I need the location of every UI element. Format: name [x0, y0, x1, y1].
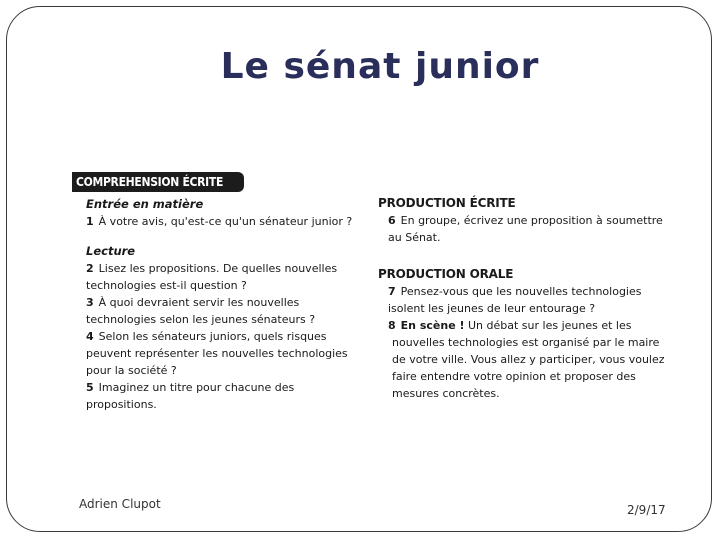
production-orale-title: PRODUCTION ORALE [378, 267, 514, 281]
question-1 [86, 213, 366, 230]
question-7-line-2: isolent les jeunes de leur entourage ? [388, 302, 596, 315]
question-5-number: 5 [86, 381, 94, 394]
question-7-line-1: Pensez-vous que les nouvelles technologies [400, 285, 642, 298]
footer-date: 2/9/17 [627, 503, 666, 517]
question-2 [86, 260, 366, 277]
question-5-line-1: Imaginez un titre pour chacune des [98, 381, 295, 394]
question-4-line-2: peuvent représenter les nouvelles technologies [86, 347, 348, 360]
question-2-line-2: technologies est-il question ? [86, 279, 247, 292]
question-8-number: 8 [388, 319, 396, 332]
lecture-title: Lecture [86, 244, 136, 258]
question-2-number: 2 [86, 262, 94, 275]
question-5 [86, 379, 366, 396]
question-3 [86, 294, 366, 311]
question-8-line-3: de votre ville. Vous allez y participer, vous voulez [392, 353, 665, 366]
question-6-number: 6 [388, 214, 396, 227]
question-3-line-2: technologies selon les jeunes sénateurs ? [86, 313, 316, 326]
question-6-line-2: au Sénat. [388, 231, 441, 244]
question-6 [378, 212, 668, 229]
comprehension-badge: COMPREHENSION ÉCRITE [72, 172, 244, 192]
question-4-number: 4 [86, 330, 94, 343]
question-7 [378, 283, 668, 300]
question-8-line-1: Un débat sur les jeunes et les [468, 319, 632, 332]
question-8-label: En scène ! [400, 319, 465, 332]
spacer [378, 246, 668, 266]
question-4-line-1: Selon les sénateurs juniors, quels risques [98, 330, 327, 343]
question-5-line-2: propositions. [86, 398, 157, 411]
question-4 [86, 328, 366, 345]
question-8-line-2: nouvelles technologies est organisé par le maire [392, 336, 660, 349]
footer-author: Adrien Clupot [79, 497, 161, 511]
question-7-number: 7 [388, 285, 396, 298]
question-3-line-1: À quoi devraient servir les nouvelles [98, 296, 300, 309]
question-2-line-1: Lisez les propositions. De quelles nouvelles [98, 262, 338, 275]
left-column [86, 196, 366, 413]
question-8-line-4: faire entendre votre opinion et proposer des [392, 370, 636, 383]
spacer [86, 230, 366, 243]
entree-title: Entrée en matière [86, 197, 204, 211]
question-1-number: 1 [86, 215, 94, 228]
production-ecrite-title: PRODUCTION ÉCRITE [378, 196, 516, 210]
slide-title: Le sénat junior [220, 46, 540, 87]
question-4-line-3: pour la société ? [86, 364, 177, 377]
question-8-line-5: mesures concrètes. [392, 387, 500, 400]
question-6-line-1: En groupe, écrivez une proposition à soumettre [400, 214, 663, 227]
question-1-text: À votre avis, qu'est-ce qu'un sénateur junior ? [98, 215, 353, 228]
question-8 [378, 317, 668, 334]
question-3-number: 3 [86, 296, 94, 309]
right-column [378, 195, 668, 402]
